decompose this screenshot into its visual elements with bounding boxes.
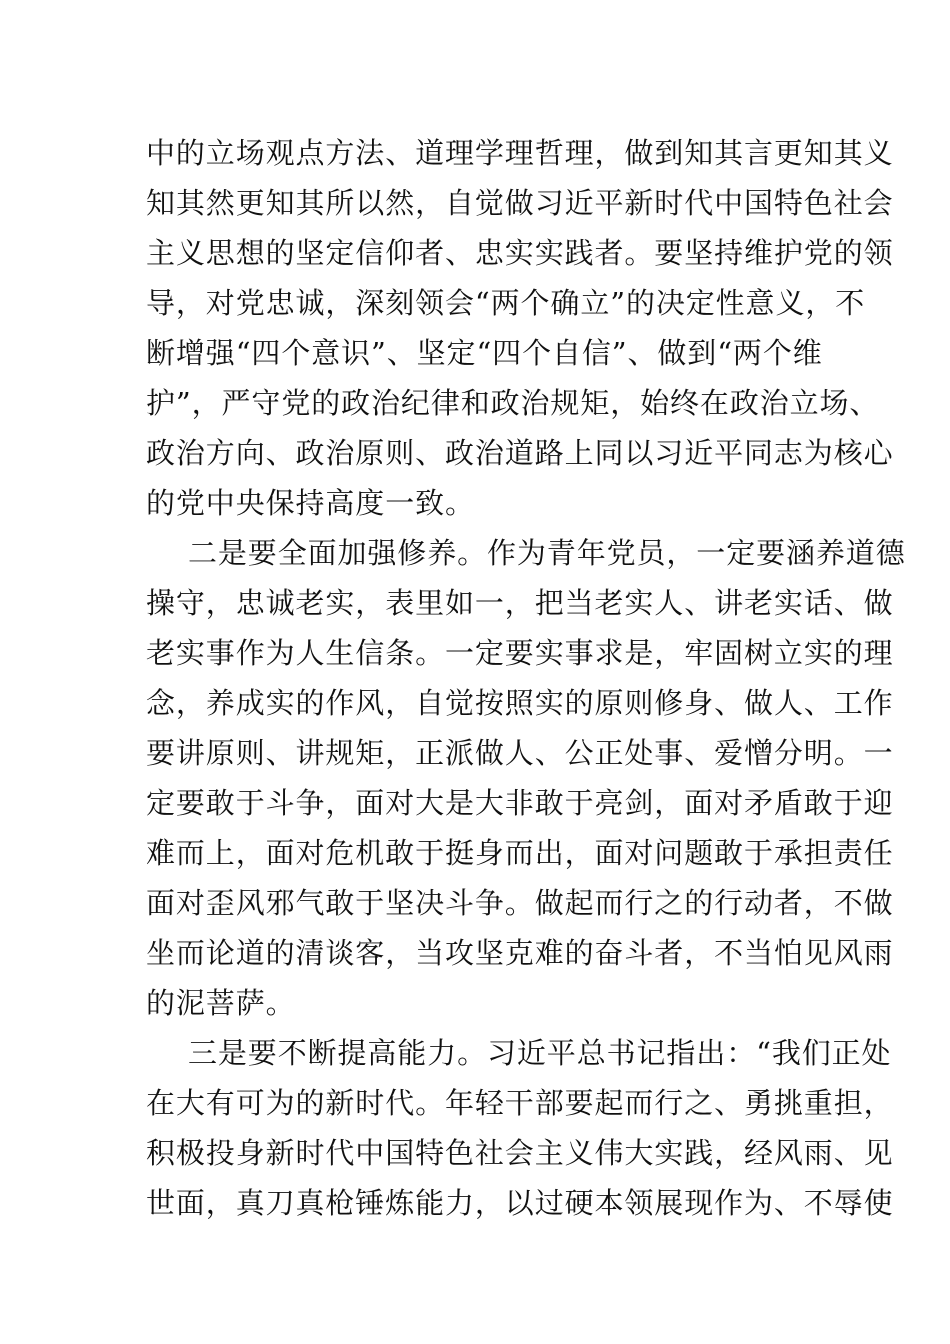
text-line: 念，养成实的作风，自觉按照实的原则修身、做人、工作 [146, 686, 894, 720]
text-line: 世面，真刀真枪锤炼能力，以过硬本领展现作为、不辱使 [146, 1186, 894, 1220]
text-line: 操守，忠诚老实，表里如一，把当老实人、讲老实话、做 [146, 586, 894, 620]
text-line: 在大有可为的新时代。年轻干部要起而行之、勇挑重担， [146, 1086, 894, 1120]
paragraph-first-line: 三是要不断提高能力。习近平总书记指出：“我们正处 [188, 1036, 892, 1070]
text-line: 积极投身新时代中国特色社会主义伟大实践，经风雨、见 [146, 1136, 894, 1170]
text-line: 知其然更知其所以然，自觉做习近平新时代中国特色社会 [146, 186, 894, 220]
text-line: 面对歪风邪气敢于坚决斗争。做起而行之的行动者，不做 [146, 886, 894, 920]
text-line: 的党中央保持高度一致。 [146, 486, 475, 520]
text-line: 定要敢于斗争，面对大是大非敢于亮剑，面对矛盾敢于迎 [146, 786, 894, 820]
text-line: 要讲原则、讲规矩，正派做人、公正处事、爱憎分明。一 [146, 736, 894, 770]
text-line: 政治方向、政治原则、政治道路上同以习近平同志为核心 [146, 436, 894, 470]
text-line: 断增强“四个意识”、坚定“四个自信”、做到“两个维 [146, 336, 823, 370]
text-line: 护”，严守党的政治纪律和政治规矩，始终在政治立场、 [146, 386, 880, 420]
text-line: 中的立场观点方法、道理学理哲理，做到知其言更知其义 [146, 136, 894, 170]
text-line: 导，对党忠诚，深刻领会“两个确立”的决定性意义，不 [146, 286, 866, 320]
text-line: 坐而论道的清谈客，当攻坚克难的奋斗者，不当怕见风雨 [146, 936, 894, 970]
text-line: 的泥菩萨。 [146, 986, 296, 1020]
text-line: 老实事作为人生信条。一定要实事求是，牢固树立实的理 [146, 636, 894, 670]
text-line: 主义思想的坚定信仰者、忠实实践者。要坚持维护党的领 [146, 236, 894, 270]
text-line: 难而上，面对危机敢于挺身而出，面对问题敢于承担责任 [146, 836, 894, 870]
paragraph-first-line: 二是要全面加强修养。作为青年党员，一定要涵养道德 [188, 536, 906, 570]
